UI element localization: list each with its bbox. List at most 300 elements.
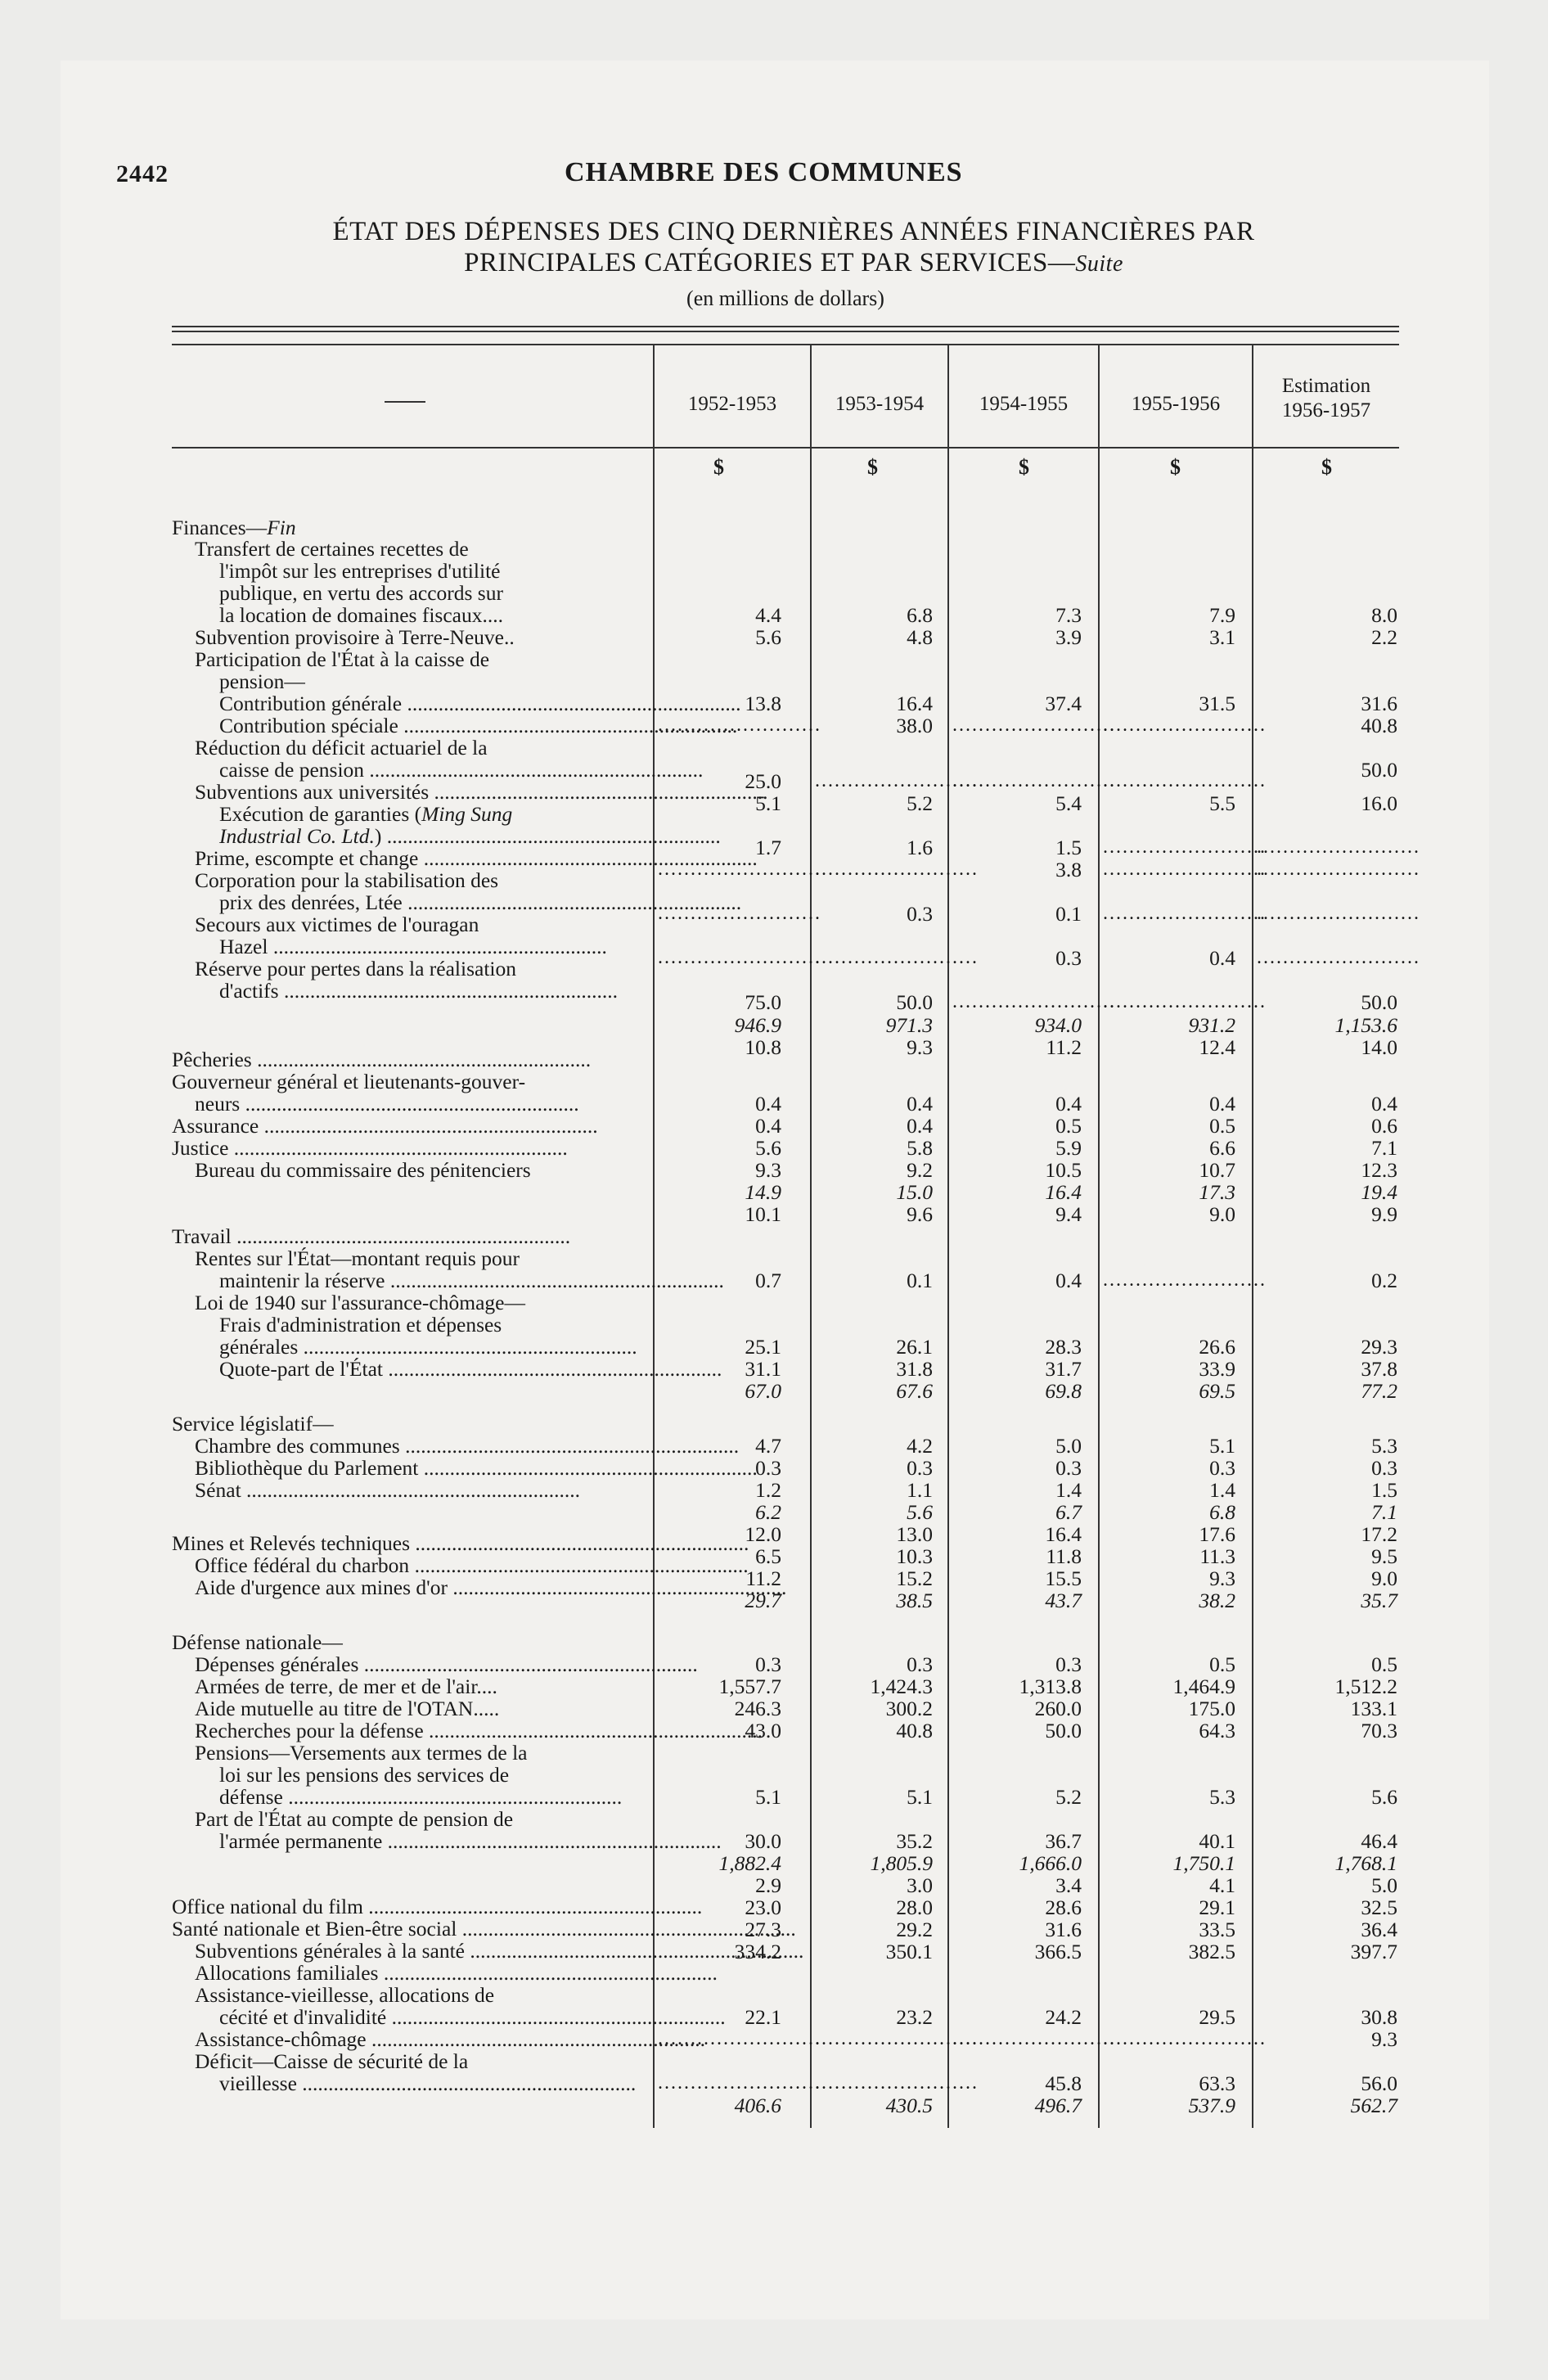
value-cell: 0.3 <box>755 1456 781 1480</box>
row-label: pension— <box>219 669 305 693</box>
value-cell: 6.6 <box>1209 1136 1235 1160</box>
value-cell: 31.6 <box>1361 692 1397 715</box>
value-cell: 0.4 <box>755 1114 781 1138</box>
row-label: d'actifs ..... <box>219 979 646 1003</box>
value-cell: 0.5 <box>1371 1652 1397 1676</box>
value-cell: 40.8 <box>896 1719 933 1742</box>
subtotal-cell: 537.9 <box>1188 2094 1235 2117</box>
value-cell: 11.3 <box>1199 1544 1235 1568</box>
leader-dots: ......................... <box>1103 1269 1267 1291</box>
dollar-sign: $ <box>867 455 878 479</box>
row-label: publique, en vertu des accords sur <box>219 581 503 605</box>
col-head-1956: 1956-1957 <box>1281 399 1371 421</box>
leader-dots: ......................... <box>1257 836 1420 858</box>
row-label: Office national du film ..... <box>172 1895 646 1918</box>
row-label: Loi de 1940 sur l'assurance-chômage— <box>195 1291 525 1314</box>
value-cell: 9.3 <box>1209 1566 1235 1590</box>
subtotal-cell: 5.6 <box>907 1500 933 1524</box>
value-cell: 9.9 <box>1371 1202 1397 1226</box>
value-cell: 10.7 <box>1199 1158 1235 1182</box>
value-cell: 1.5 <box>1055 836 1082 859</box>
value-cell: 31.7 <box>1045 1357 1082 1381</box>
value-cell: 24.2 <box>1045 2005 1082 2029</box>
row-label: Assistance-vieillesse, allocations de <box>195 1983 495 2007</box>
row-label: Bibliothèque du Parlement ..... <box>195 1456 646 1480</box>
top-rule <box>172 326 1399 327</box>
value-cell: 40.1 <box>1199 1829 1235 1853</box>
row-label: Assurance ..... <box>172 1114 646 1138</box>
subtotal-cell: 1,153.6 <box>1334 1013 1397 1037</box>
value-cell: 0.7 <box>755 1269 781 1292</box>
value-cell: 10.8 <box>745 1035 781 1059</box>
value-cell: 8.0 <box>1371 603 1397 627</box>
value-cell: 175.0 <box>1188 1697 1235 1720</box>
value-cell: 5.2 <box>907 791 933 815</box>
value-cell: 2.9 <box>755 1873 781 1897</box>
subtotal-cell: 69.5 <box>1199 1379 1235 1403</box>
leader-dots: ......................... <box>952 2028 1116 2049</box>
value-cell: 38.0 <box>896 714 933 737</box>
value-cell: 0.4 <box>755 1092 781 1116</box>
row-label: Justice ..... <box>172 1136 646 1160</box>
value-cell: 7.1 <box>1371 1136 1397 1160</box>
value-cell: 28.6 <box>1045 1895 1082 1919</box>
leader-dots: ......................... <box>1103 714 1267 736</box>
row-label: Assistance-chômage ..... <box>195 2027 646 2051</box>
value-cell: 0.3 <box>755 1652 781 1676</box>
value-cell: 9.6 <box>907 1202 933 1226</box>
value-cell: 22.1 <box>745 2005 781 2029</box>
subtotal-cell: 19.4 <box>1361 1180 1397 1204</box>
value-cell: 9.3 <box>1371 2027 1397 2051</box>
value-cell: 2.2 <box>1371 625 1397 649</box>
value-cell: 133.1 <box>1350 1697 1397 1720</box>
value-cell: 0.5 <box>1055 1114 1082 1138</box>
value-cell: 5.6 <box>755 1136 781 1160</box>
value-cell: 0.2 <box>1371 1269 1397 1292</box>
value-cell: 366.5 <box>1034 1940 1082 1963</box>
subtotal-cell: 1,750.1 <box>1172 1851 1235 1875</box>
row-label: Bureau du commissaire des pénitenciers <box>195 1158 531 1182</box>
value-cell: 6.5 <box>755 1544 781 1568</box>
leader-dots: ......................... <box>658 714 821 736</box>
subtotal-cell: 562.7 <box>1350 2094 1397 2117</box>
row-label: Chambre des communes ..... <box>195 1434 646 1458</box>
value-cell: 5.3 <box>1209 1785 1235 1809</box>
running-header: CHAMBRE DES COMMUNES <box>565 157 963 187</box>
col-head-estimation: Estimation <box>1281 375 1371 397</box>
value-cell: 26.1 <box>896 1335 933 1359</box>
value-cell: 300.2 <box>885 1697 933 1720</box>
value-cell: 1.5 <box>1371 1478 1397 1502</box>
value-cell: 29.1 <box>1199 1895 1235 1919</box>
row-label: cécité et d'invalidité ..... <box>219 2005 646 2029</box>
value-cell: 5.5 <box>1209 791 1235 815</box>
value-cell: 9.2 <box>907 1158 933 1182</box>
subtotal-cell: 946.9 <box>734 1013 781 1037</box>
value-cell: 5.1 <box>1209 1434 1235 1458</box>
leader-dots: ......................... <box>815 859 979 880</box>
row-label: Prime, escompte et change ..... <box>195 846 646 870</box>
value-cell: 23.2 <box>896 2005 933 2029</box>
value-cell: 10.1 <box>745 1202 781 1226</box>
row-label: Office fédéral du charbon ..... <box>195 1553 646 1577</box>
value-cell: 70.3 <box>1361 1719 1397 1742</box>
row-label: la location de domaines fiscaux.... <box>219 603 503 627</box>
value-cell: 64.3 <box>1199 1719 1235 1742</box>
leader-dots: ......................... <box>1103 770 1267 791</box>
value-cell: 43.0 <box>745 1719 781 1742</box>
value-cell: 1,557.7 <box>718 1675 781 1698</box>
value-cell: 31.6 <box>1045 1918 1082 1941</box>
value-cell: 32.5 <box>1361 1895 1397 1919</box>
value-cell: 5.8 <box>907 1136 933 1160</box>
value-cell: 9.3 <box>755 1158 781 1182</box>
row-label: Quote-part de l'État ..... <box>219 1357 646 1381</box>
leader-dots: ......................... <box>1103 859 1267 880</box>
subtotal-cell: 6.7 <box>1055 1500 1082 1524</box>
row-label: Santé nationale et Bien-être social ..... <box>172 1917 646 1941</box>
subtotal-cell: 1,768.1 <box>1334 1851 1397 1875</box>
value-cell: 350.1 <box>885 1940 933 1963</box>
value-cell: 3.9 <box>1055 625 1082 649</box>
leader-dots: ......................... <box>815 2028 979 2049</box>
subtotal-cell: 7.1 <box>1371 1500 1397 1524</box>
title-line-2: PRINCIPALES CATÉGORIES ET PAR SERVICES—Suite <box>464 248 1123 277</box>
value-cell: 1.6 <box>907 836 933 859</box>
value-cell: 63.3 <box>1199 2071 1235 2095</box>
value-cell: 0.4 <box>1371 1092 1397 1116</box>
value-cell: 5.0 <box>1371 1873 1397 1897</box>
value-cell: 25.1 <box>745 1335 781 1359</box>
value-cell: 1.2 <box>755 1478 781 1502</box>
value-cell: 29.5 <box>1199 2005 1235 2029</box>
value-cell: 1,464.9 <box>1172 1675 1235 1698</box>
units-note: (en millions de dollars) <box>686 286 884 310</box>
row-label: Industrial Co. Ltd.) ..... <box>219 824 646 848</box>
value-cell: 0.1 <box>1055 902 1082 926</box>
subtotal-cell: 971.3 <box>885 1013 933 1037</box>
value-cell: 1,424.3 <box>870 1675 933 1698</box>
value-cell: 5.0 <box>1055 1434 1082 1458</box>
value-cell: 4.7 <box>755 1434 781 1458</box>
value-cell: 7.3 <box>1055 603 1082 627</box>
value-cell: 0.3 <box>1055 1456 1082 1480</box>
value-cell: 9.3 <box>907 1035 933 1059</box>
value-cell: 5.4 <box>1055 791 1082 815</box>
subtotal-cell: 67.0 <box>745 1379 781 1403</box>
value-cell: 16.4 <box>896 692 933 715</box>
value-cell: 14.0 <box>1361 1035 1397 1059</box>
value-cell: 33.9 <box>1199 1357 1235 1381</box>
value-cell: 13.8 <box>745 692 781 715</box>
top-rule-2 <box>172 331 1399 332</box>
value-cell: 27.3 <box>745 1918 781 1941</box>
value-cell: 3.8 <box>1055 858 1082 881</box>
row-label: Réduction du déficit actuariel de la <box>195 736 488 760</box>
leader-dots: ......................... <box>1103 903 1267 924</box>
value-cell: 31.5 <box>1199 692 1235 715</box>
subtotal-cell: 17.3 <box>1199 1180 1235 1204</box>
leader-dots: ......................... <box>952 770 1116 791</box>
page-number: 2442 <box>116 160 169 187</box>
row-label: Transfert de certaines recettes de <box>195 537 469 561</box>
value-cell: 1.4 <box>1055 1478 1082 1502</box>
dollar-sign: $ <box>713 455 724 479</box>
value-cell: 36.4 <box>1361 1918 1397 1941</box>
value-cell: 11.8 <box>1046 1544 1082 1568</box>
row-label: Dépenses générales ..... <box>195 1652 646 1676</box>
value-cell: 50.0 <box>1045 1719 1082 1742</box>
subtotal-cell: 69.8 <box>1045 1379 1082 1403</box>
col-head-1954: 1954-1955 <box>979 393 1069 415</box>
value-cell: 12.3 <box>1361 1158 1397 1182</box>
row-label: Subventions aux universités ..... <box>195 780 646 804</box>
value-cell: 4.4 <box>755 603 781 627</box>
row-label: Contribution spéciale ..... <box>219 714 646 737</box>
leader-dots: ......................... <box>952 991 1116 1012</box>
row-label: Rentes sur l'État—montant requis pour <box>195 1246 520 1270</box>
value-cell: 0.4 <box>1055 1092 1082 1116</box>
subtotal-cell: 406.6 <box>734 2094 781 2117</box>
value-cell: 334.2 <box>734 1940 781 1963</box>
subtotal-cell: 15.0 <box>896 1180 933 1204</box>
row-label: Corporation pour la stabilisation des <box>195 868 499 892</box>
value-cell: 12.4 <box>1199 1035 1235 1059</box>
leader-dots: ......................... <box>815 947 979 968</box>
leader-dots: ......................... <box>658 859 821 880</box>
row-label: générales ..... <box>219 1335 646 1359</box>
subtotal-cell: 430.5 <box>885 2094 933 2117</box>
value-cell: 46.4 <box>1361 1829 1397 1853</box>
row-label: Recherches pour la défense ..... <box>195 1719 646 1742</box>
value-cell: 50.0 <box>896 990 933 1014</box>
row-label: Mines et Relevés techniques ..... <box>172 1531 646 1555</box>
value-cell: 5.9 <box>1055 1136 1082 1160</box>
row-label: vieillesse ..... <box>219 2071 646 2095</box>
value-cell: 1.7 <box>755 836 781 859</box>
leader-dots: ......................... <box>1103 2028 1267 2049</box>
value-cell: 40.8 <box>1361 714 1397 737</box>
row-label: loi sur les pensions des services de <box>219 1763 510 1787</box>
value-cell: 10.5 <box>1045 1158 1082 1182</box>
value-cell: 0.4 <box>1209 1092 1235 1116</box>
value-cell: 30.8 <box>1361 2005 1397 2029</box>
value-cell: 45.8 <box>1045 2071 1082 2095</box>
value-cell: 30.0 <box>745 1829 781 1853</box>
header-rule <box>172 447 1399 449</box>
subtotal-cell: 1,666.0 <box>1019 1851 1082 1875</box>
row-label: Finances—Fin <box>172 516 296 539</box>
value-cell: 56.0 <box>1361 2071 1397 2095</box>
value-cell: 9.4 <box>1055 1202 1082 1226</box>
value-cell: 382.5 <box>1188 1940 1235 1963</box>
value-cell: 15.5 <box>1045 1566 1082 1590</box>
value-cell: 17.2 <box>1361 1522 1397 1546</box>
subtotal-cell: 16.4 <box>1045 1180 1082 1204</box>
value-cell: 0.3 <box>907 902 933 926</box>
value-cell: 0.4 <box>907 1114 933 1138</box>
row-label: Secours aux victimes de l'ouragan <box>195 913 479 936</box>
value-cell: 16.4 <box>1045 1522 1082 1546</box>
row-label: Armées de terre, de mer et de l'air.... <box>195 1675 497 1698</box>
value-cell: 75.0 <box>745 990 781 1014</box>
subtotal-cell: 6.2 <box>755 1500 781 1524</box>
leader-dots: ......................... <box>658 2072 821 2094</box>
value-cell: 0.5 <box>1209 1114 1235 1138</box>
value-cell: 11.2 <box>745 1566 781 1590</box>
leader-dots: ......................... <box>815 2072 979 2094</box>
subtotal-cell: 38.2 <box>1199 1589 1235 1612</box>
value-cell: 13.0 <box>896 1522 933 1546</box>
value-cell: 26.6 <box>1199 1335 1235 1359</box>
row-label: Réserve pour pertes dans la réalisation <box>195 957 516 980</box>
value-cell: 0.1 <box>907 1269 933 1292</box>
row-label: Contribution générale ..... <box>219 692 646 715</box>
value-cell: 25.0 <box>745 769 781 793</box>
value-cell: 35.2 <box>896 1829 933 1853</box>
value-cell: 16.0 <box>1361 791 1397 815</box>
value-cell: 11.2 <box>1046 1035 1082 1059</box>
row-label: Défense nationale— <box>172 1630 343 1654</box>
value-cell: 37.4 <box>1045 692 1082 715</box>
value-cell: 23.0 <box>745 1895 781 1919</box>
value-cell: 7.9 <box>1209 603 1235 627</box>
value-cell: 1,512.2 <box>1334 1675 1397 1698</box>
row-label: Frais d'administration et dépenses <box>219 1313 502 1336</box>
value-cell: 6.8 <box>907 603 933 627</box>
value-cell: 9.5 <box>1371 1544 1397 1568</box>
row-label: Aide mutuelle au titre de l'OTAN..... <box>195 1697 500 1720</box>
value-cell: 33.5 <box>1199 1918 1235 1941</box>
subtotal-cell: 1,882.4 <box>718 1851 781 1875</box>
leader-dots: ......................... <box>1257 859 1420 880</box>
row-label: Subventions générales à la santé ..... <box>195 1939 646 1963</box>
value-cell: 5.3 <box>1371 1434 1397 1458</box>
value-cell: 246.3 <box>734 1697 781 1720</box>
row-label: neurs ..... <box>195 1092 646 1116</box>
value-cell: 17.6 <box>1199 1522 1235 1546</box>
value-cell: 0.3 <box>1371 1456 1397 1480</box>
leader-dots: ......................... <box>658 947 821 968</box>
value-cell: 3.1 <box>1209 625 1235 649</box>
value-cell: 0.3 <box>907 1456 933 1480</box>
value-cell: 3.4 <box>1055 1873 1082 1897</box>
leader-dots: ......................... <box>815 770 979 791</box>
value-cell: 0.3 <box>1209 1456 1235 1480</box>
value-cell: 15.2 <box>896 1566 933 1590</box>
subtotal-cell: 43.7 <box>1045 1589 1082 1612</box>
row-label: Déficit—Caisse de sécurité de la <box>195 2049 469 2073</box>
leader-dots: ......................... <box>1103 991 1267 1012</box>
row-label: Gouverneur général et lieutenants-gouver- <box>172 1070 526 1093</box>
leader-dots: ......................... <box>1103 836 1267 858</box>
leader-dots: ......................... <box>1257 903 1420 924</box>
dollar-sign: $ <box>1321 455 1332 479</box>
subtotal-cell: 35.7 <box>1361 1589 1397 1612</box>
value-cell: 1.1 <box>907 1478 933 1502</box>
value-cell: 28.3 <box>1045 1335 1082 1359</box>
row-label: Sénat ..... <box>195 1478 646 1502</box>
row-label: Aide d'urgence aux mines d'or ..... <box>195 1575 646 1599</box>
value-cell: 0.4 <box>907 1092 933 1116</box>
row-label: Travail ..... <box>172 1224 646 1248</box>
top-rule-3 <box>172 344 1399 345</box>
value-cell: 5.1 <box>755 1785 781 1809</box>
value-cell: 4.8 <box>907 625 933 649</box>
row-label: prix des denrées, Ltée ..... <box>219 890 646 914</box>
row-label: maintenir la réserve ..... <box>219 1269 646 1292</box>
subtotal-cell: 931.2 <box>1188 1013 1235 1037</box>
col-head-1955: 1955-1956 <box>1131 393 1221 415</box>
row-label: l'impôt sur les entreprises d'utilité <box>219 559 501 583</box>
subtotal-cell: 77.2 <box>1361 1379 1397 1403</box>
dollar-sign: $ <box>1019 455 1029 479</box>
value-cell: 9.0 <box>1371 1566 1397 1590</box>
row-label: Subvention provisoire à Terre-Neuve.. <box>195 625 515 649</box>
value-cell: 31.8 <box>896 1357 933 1381</box>
value-cell: 0.3 <box>1055 946 1082 970</box>
value-cell: 5.6 <box>755 625 781 649</box>
value-cell: 1,313.8 <box>1019 1675 1082 1698</box>
row-label: l'armée permanente ..... <box>219 1829 646 1853</box>
value-cell: 5.1 <box>755 791 781 815</box>
value-cell: 4.2 <box>907 1434 933 1458</box>
title-line-1: ÉTAT DES DÉPENSES DES CINQ DERNIÈRES ANNÉES FINANCIÈRES PAR <box>332 217 1255 246</box>
row-label: Allocations familiales ..... <box>195 1961 646 1985</box>
value-cell: 9.0 <box>1209 1202 1235 1226</box>
col-head-1952: 1952-1953 <box>687 393 777 415</box>
subtotal-cell: 14.9 <box>745 1180 781 1204</box>
subtotal-cell: 29.7 <box>745 1589 781 1612</box>
value-cell: 12.0 <box>745 1522 781 1546</box>
value-cell: 36.7 <box>1045 1829 1082 1853</box>
col-head-1953: 1953-1954 <box>835 393 925 415</box>
subtotal-cell: 1,805.9 <box>870 1851 933 1875</box>
value-cell: 0.3 <box>1055 1652 1082 1676</box>
value-cell: 260.0 <box>1034 1697 1082 1720</box>
row-label: Part de l'État au compte de pension de <box>195 1807 514 1831</box>
row-label: Exécution de garanties (Ming Sung <box>219 802 513 826</box>
leader-dots: ......................... <box>1257 947 1420 968</box>
value-cell: 50.0 <box>1361 758 1397 782</box>
value-cell: 3.0 <box>907 1873 933 1897</box>
value-cell: 5.1 <box>907 1785 933 1809</box>
row-label: caisse de pension ..... <box>219 758 646 782</box>
value-cell: 397.7 <box>1350 1940 1397 1963</box>
leader-dots: ......................... <box>658 903 821 924</box>
row-label: Participation de l'État à la caisse de <box>195 647 490 671</box>
value-cell: 31.1 <box>745 1357 781 1381</box>
subtotal-cell: 496.7 <box>1034 2094 1082 2117</box>
dollar-sign: $ <box>1170 455 1181 479</box>
value-cell: 37.8 <box>1361 1357 1397 1381</box>
subtotal-cell: 67.6 <box>896 1379 933 1403</box>
row-label: Hazel ..... <box>219 935 646 958</box>
row-label: Service législatif— <box>172 1412 334 1436</box>
value-cell: 0.4 <box>1055 1269 1082 1292</box>
leader-dots: ......................... <box>658 2028 821 2049</box>
value-cell: 0.4 <box>1209 946 1235 970</box>
value-cell: 28.0 <box>896 1895 933 1919</box>
value-cell: 0.6 <box>1371 1114 1397 1138</box>
row-label: défense ..... <box>219 1785 646 1809</box>
stub-head-dash <box>385 401 425 403</box>
leader-dots: ......................... <box>952 714 1116 736</box>
value-cell: 29.3 <box>1361 1335 1397 1359</box>
value-cell: 4.1 <box>1209 1873 1235 1897</box>
value-cell: 29.2 <box>896 1918 933 1941</box>
